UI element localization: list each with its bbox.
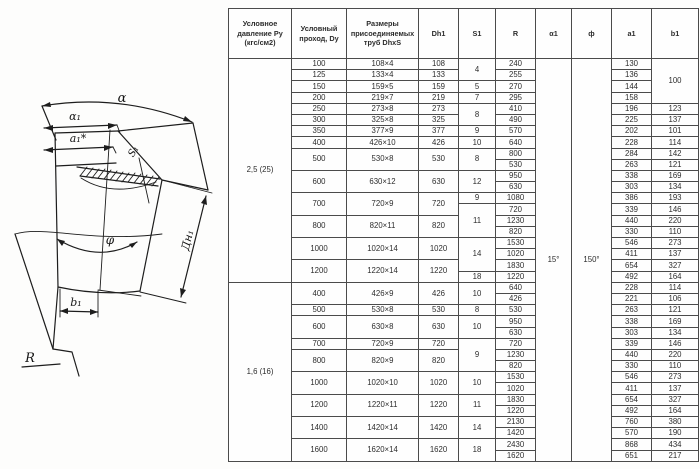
table-cell: 820 [496, 226, 536, 237]
table-row [229, 282, 699, 293]
table-row [229, 126, 699, 137]
table-cell: 100 [292, 59, 347, 70]
table-cell: 101 [652, 126, 699, 137]
table-cell: 12 [459, 170, 496, 192]
dn1-dimension [140, 180, 212, 303]
table-cell: 136 [612, 70, 652, 81]
table-cell: 164 [652, 271, 699, 282]
table-cell: 760 [612, 417, 652, 428]
table-cell: 137 [652, 249, 699, 260]
table-cell: 600 [292, 316, 347, 338]
table-cell: 500 [292, 305, 347, 316]
column-header: Условное давление Ру (кгс/см2) [229, 9, 292, 59]
phi-label: φ [105, 233, 115, 247]
table-cell: 10 [459, 372, 496, 394]
table-cell: 10 [459, 282, 496, 304]
table-cell: 219 [419, 92, 459, 103]
table-cell: 125 [292, 70, 347, 81]
table-cell: 400 [292, 137, 347, 148]
table-cell: 150° [572, 59, 612, 462]
table-row [229, 81, 699, 92]
table-cell: 411 [612, 249, 652, 260]
table-cell: 10 [459, 137, 496, 148]
table-row [229, 148, 699, 159]
table-cell: 330 [612, 226, 652, 237]
table-cell: 284 [612, 148, 652, 159]
table-cell: 630 [496, 327, 536, 338]
table-cell: 377 [419, 126, 459, 137]
table-cell: 720×9 [347, 193, 419, 215]
table-cell: 11 [459, 394, 496, 416]
table-cell: 546 [612, 238, 652, 249]
table-cell: 14 [459, 238, 496, 272]
table-cell: 640 [496, 137, 536, 148]
table-cell: 169 [652, 316, 699, 327]
table-cell: 255 [496, 70, 536, 81]
table-cell: 220 [652, 215, 699, 226]
elbow-segment-diagram [0, 0, 228, 469]
table-cell: 2130 [496, 417, 536, 428]
table-row [229, 316, 699, 327]
table-cell: 2,5 (25) [229, 59, 292, 283]
radius-label: R [25, 351, 35, 366]
table-row [229, 338, 699, 349]
table-cell: 190 [652, 428, 699, 439]
table-cell: 1000 [292, 238, 347, 260]
table-row [229, 193, 699, 204]
table-cell: 630 [419, 316, 459, 338]
table-cell: 720 [496, 338, 536, 349]
table-cell: 110 [652, 361, 699, 372]
table-cell: 630×12 [347, 170, 419, 192]
table-cell: 303 [612, 327, 652, 338]
table-cell: 630×8 [347, 316, 419, 338]
table-cell: 108×4 [347, 59, 419, 70]
table-cell: 338 [612, 316, 652, 327]
alpha1-dimension [44, 110, 120, 133]
table-cell: 8 [459, 148, 496, 170]
table-cell: 640 [496, 282, 536, 293]
alpha1-label: α₁ [69, 110, 81, 123]
table-cell: 325×8 [347, 114, 419, 125]
table-cell: 654 [612, 394, 652, 405]
table-cell: 130 [612, 59, 652, 70]
table-cell: 228 [612, 282, 652, 293]
table-cell: 700 [292, 338, 347, 349]
table-cell: 1200 [292, 260, 347, 282]
table-cell: 530 [419, 305, 459, 316]
table-cell: 1420×14 [347, 417, 419, 439]
table-cell: 1,6 (16) [229, 282, 292, 461]
table-row [229, 170, 699, 181]
table-cell: 820 [419, 215, 459, 237]
table-cell: 350 [292, 126, 347, 137]
table-cell: 1220 [496, 405, 536, 416]
column-header: ф [572, 9, 612, 59]
radius-callout [22, 349, 79, 376]
table-cell: 15° [536, 59, 572, 462]
table-cell: 11 [459, 204, 496, 238]
table-cell: 1600 [292, 439, 347, 461]
table-cell: 440 [612, 349, 652, 360]
table-cell: 720 [496, 204, 536, 215]
table-cell: 121 [652, 159, 699, 170]
table-cell: 1200 [292, 394, 347, 416]
construction-lines [15, 106, 162, 349]
table-cell: 1020 [419, 372, 459, 394]
table-cell: 169 [652, 170, 699, 181]
table-cell: 327 [652, 394, 699, 405]
table-cell: 339 [612, 338, 652, 349]
table-cell: 221 [612, 293, 652, 304]
table-cell: 1420 [419, 417, 459, 439]
table-cell: 492 [612, 405, 652, 416]
table-cell: 426×10 [347, 137, 419, 148]
weld-hatch [77, 167, 160, 189]
table-cell: 411 [612, 383, 652, 394]
table-cell: 400 [292, 282, 347, 304]
table-cell: 330 [612, 361, 652, 372]
table-cell: 1530 [496, 372, 536, 383]
table-row [229, 439, 699, 450]
table-cell: 200 [292, 92, 347, 103]
table-cell: 426 [419, 137, 459, 148]
table-cell: 114 [652, 137, 699, 148]
b1-dimension [60, 289, 98, 317]
table-cell: 100 [652, 59, 699, 104]
table-cell: 1530 [496, 238, 536, 249]
table-cell: 380 [652, 417, 699, 428]
spec-table [228, 8, 699, 462]
table-cell: 273 [419, 103, 459, 114]
table-cell: 1220×11 [347, 394, 419, 416]
table-cell: 868 [612, 439, 652, 450]
table-cell: 377×9 [347, 126, 419, 137]
table-cell: 142 [652, 148, 699, 159]
table-cell: 630 [419, 170, 459, 192]
table-cell: 9 [459, 126, 496, 137]
column-header: b1 [652, 9, 699, 59]
table-cell: 1620 [419, 439, 459, 461]
s1-callout [126, 144, 149, 203]
table-cell: 1220×14 [347, 260, 419, 282]
table-cell: 134 [652, 327, 699, 338]
table-cell: 530×8 [347, 305, 419, 316]
table-row [229, 305, 699, 316]
table-cell: 137 [652, 383, 699, 394]
alpha-label: α [117, 91, 127, 106]
table-cell: 339 [612, 204, 652, 215]
table-row [229, 238, 699, 249]
table-cell: 2430 [496, 439, 536, 450]
column-header: Dh1 [419, 9, 459, 59]
table-cell: 1400 [292, 417, 347, 439]
table-cell: 9 [459, 338, 496, 372]
table-cell: 303 [612, 182, 652, 193]
table-cell: 570 [496, 126, 536, 137]
column-header: Условный проход, Dy [292, 9, 347, 59]
table-cell: 219×7 [347, 92, 419, 103]
table-cell: 1220 [419, 394, 459, 416]
table-cell: 426 [419, 282, 459, 304]
table-cell: 263 [612, 305, 652, 316]
table-cell: 146 [652, 204, 699, 215]
table-cell: 5 [459, 81, 496, 92]
table-cell: 240 [496, 59, 536, 70]
table-cell: 950 [496, 170, 536, 181]
table-cell: 720 [419, 193, 459, 215]
table-cell: 137 [652, 114, 699, 125]
table-cell: 800 [292, 349, 347, 371]
table-cell: 18 [459, 439, 496, 461]
table-cell: 1220 [419, 260, 459, 282]
table-cell: 110 [652, 226, 699, 237]
table-row [229, 417, 699, 428]
header-row [229, 9, 699, 59]
table-cell: 300 [292, 114, 347, 125]
table-cell: 133×4 [347, 70, 419, 81]
table-cell: 193 [652, 193, 699, 204]
table-cell: 8 [459, 103, 496, 125]
table-cell: 546 [612, 372, 652, 383]
table-cell: 700 [292, 193, 347, 215]
column-header: a1 [612, 9, 652, 59]
table-cell: 1000 [292, 372, 347, 394]
table-cell: 1220 [496, 271, 536, 282]
table-cell: 800 [496, 148, 536, 159]
table-cell: 1020×10 [347, 372, 419, 394]
table-cell: 106 [652, 293, 699, 304]
table-cell: 158 [612, 92, 652, 103]
table-row [229, 372, 699, 383]
table-cell: 426×9 [347, 282, 419, 304]
column-header: R [496, 9, 536, 59]
table-cell: 651 [612, 450, 652, 461]
table-cell: 325 [419, 114, 459, 125]
table-cell: 820×9 [347, 349, 419, 371]
table-cell: 263 [612, 159, 652, 170]
table-cell: 114 [652, 282, 699, 293]
table-cell: 150 [292, 81, 347, 92]
table-cell: 490 [496, 114, 536, 125]
table-cell: 820 [419, 349, 459, 371]
table-cell: 225 [612, 114, 652, 125]
table-cell: 1830 [496, 394, 536, 405]
table-row [229, 103, 699, 114]
table-cell: 720×9 [347, 338, 419, 349]
table-cell: 144 [612, 81, 652, 92]
table-cell: 10 [459, 316, 496, 338]
table-cell: 530 [419, 148, 459, 170]
table-cell: 121 [652, 305, 699, 316]
table-cell: 220 [652, 349, 699, 360]
table-cell: 570 [612, 428, 652, 439]
table-cell: 1080 [496, 193, 536, 204]
table-cell: 327 [652, 260, 699, 271]
alpha-dimension [42, 91, 192, 122]
table-cell: 530 [496, 159, 536, 170]
table-cell: 4 [459, 59, 496, 81]
table-cell: 1020 [496, 249, 536, 260]
column-header: S1 [459, 9, 496, 59]
table-cell: 273×8 [347, 103, 419, 114]
table-cell: 1830 [496, 260, 536, 271]
table-cell: 134 [652, 182, 699, 193]
table-row [229, 137, 699, 148]
b1-label: b₁ [70, 296, 82, 309]
table-cell: 440 [612, 215, 652, 226]
table-cell: 108 [419, 59, 459, 70]
table-cell: 14 [459, 417, 496, 439]
table-cell: 159 [419, 81, 459, 92]
table-cell: 426 [496, 293, 536, 304]
table-cell: 123 [652, 103, 699, 114]
table-cell: 164 [652, 405, 699, 416]
table-cell: 410 [496, 103, 536, 114]
table-cell: 1620×14 [347, 439, 419, 461]
table-cell: 800 [292, 215, 347, 237]
table-cell: 196 [612, 103, 652, 114]
table-cell: 146 [652, 338, 699, 349]
table-cell: 217 [652, 450, 699, 461]
table-cell: 1020 [419, 238, 459, 260]
table-body [229, 59, 699, 462]
table-cell: 950 [496, 316, 536, 327]
table-cell: 9 [459, 193, 496, 204]
table-cell: 228 [612, 137, 652, 148]
table-cell: 18 [459, 271, 496, 282]
table-cell: 1230 [496, 349, 536, 360]
table-cell: 720 [419, 338, 459, 349]
table-cell: 273 [652, 372, 699, 383]
table-cell: 250 [292, 103, 347, 114]
table-cell: 1020 [496, 383, 536, 394]
table-cell: 530 [496, 305, 536, 316]
table-cell: 1230 [496, 215, 536, 226]
dn1-label: Дн₁ [178, 228, 197, 252]
table-cell: 500 [292, 148, 347, 170]
column-header: Размеры присоединяемых труб DhxS [347, 9, 419, 59]
s1-label: S₁ [126, 144, 142, 160]
table-cell: 530×8 [347, 148, 419, 170]
a1-star-label: a₁* [69, 132, 87, 145]
table-cell: 1620 [496, 450, 536, 461]
table-cell: 820×11 [347, 215, 419, 237]
table-cell: 159×5 [347, 81, 419, 92]
table-cell: 434 [652, 439, 699, 450]
table-cell: 820 [496, 361, 536, 372]
table-cell: 270 [496, 81, 536, 92]
table-cell: 338 [612, 170, 652, 181]
column-header: α1 [536, 9, 572, 59]
table-row [229, 394, 699, 405]
table-cell: 273 [652, 238, 699, 249]
table-cell: 654 [612, 260, 652, 271]
table-cell: 295 [496, 92, 536, 103]
table-cell: 8 [459, 305, 496, 316]
table-row [229, 59, 699, 70]
table-cell: 1020×14 [347, 238, 419, 260]
table-cell: 492 [612, 271, 652, 282]
table-cell: 7 [459, 92, 496, 103]
table-cell: 1420 [496, 428, 536, 439]
table-cell: 630 [496, 182, 536, 193]
table-cell: 600 [292, 170, 347, 192]
table-cell: 133 [419, 70, 459, 81]
table-cell: 386 [612, 193, 652, 204]
table-row [229, 92, 699, 103]
table-cell: 202 [612, 126, 652, 137]
